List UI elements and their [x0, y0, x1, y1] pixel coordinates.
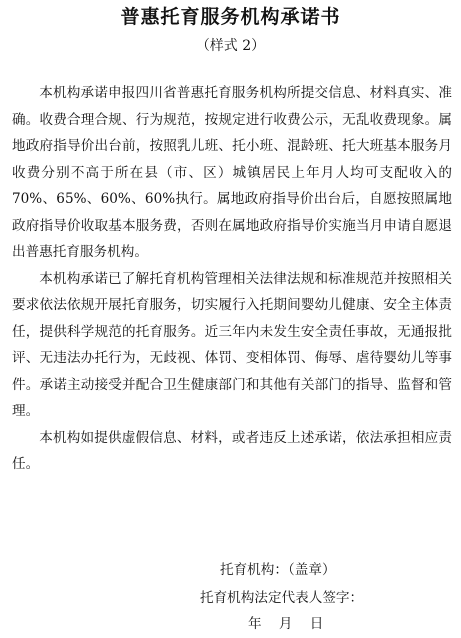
signature-legal-rep: 托育机构法定代表人签字：	[200, 590, 364, 606]
document-title: 普惠托育服务机构承诺书	[120, 6, 341, 28]
document-body	[12, 80, 452, 478]
document-subtitle: （样式 2）	[195, 38, 266, 54]
paragraph-commitment-liability: 本机构如提供虚假信息、材料，或者违反上述承诺，依法承担相应责任。	[12, 429, 452, 472]
paragraph-commitment-fees: 本机构承诺申报四川省普惠托育服务机构所提交信息、材料真实、准确。收费合理合规、行为规范，按规定进行收费公示，无乱收费现象。属地政府指导价出台前，按照乳儿班、托小班、混龄班、托大班基本服务月收费分别不高于所在县（市、区）城镇居民上年月人均可支配收入的70%、65%、60%、60%执行。属地政府指导价出台后，自愿按照属地政府指导价收取基本服务费，否则在属地政府指导价实施当月申请自愿退出普惠托育服务机构。	[12, 85, 452, 260]
signature-date-text: 年 月 日	[248, 616, 324, 632]
signature-org-stamp: 托育机构：（盖章）	[220, 562, 336, 578]
paragraph-commitment-safety: 本机构承诺已了解托育机构管理相关法律法规和标准规范并按照相关要求依法依规开展托育服务，切实履行入托期间婴幼儿健康、安全主体责任，提供科学规范的托育服务。近三年内未发生安全责任事故，无通报批评、无违法办托行为，无歧视、体罚、变相体罚、侮辱、虐待婴幼儿等事件。承诺主动接受并配合卫生健康部门和其他有关部门的指导、监督和管理。	[12, 270, 452, 419]
signature-date	[248, 614, 323, 634]
